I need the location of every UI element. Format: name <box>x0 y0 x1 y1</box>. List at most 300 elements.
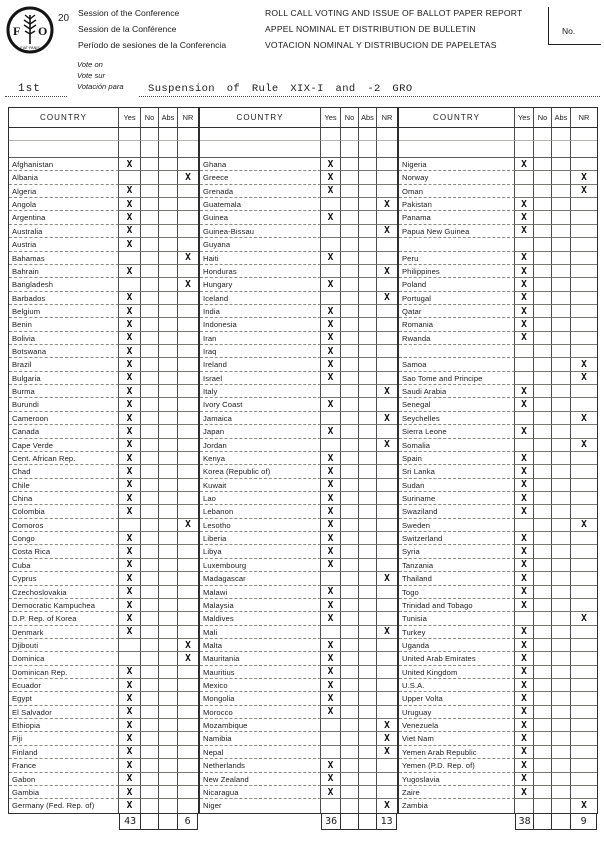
country-label: Suriname <box>399 492 515 505</box>
vote-cell-nr <box>571 599 597 612</box>
spacer-row <box>9 141 198 158</box>
country-label: Italy <box>200 385 321 398</box>
table-row <box>200 666 397 679</box>
vote-cell-nr <box>377 773 397 786</box>
country-label: Indonesia <box>200 318 321 331</box>
vote-cell-no <box>341 385 359 398</box>
vote-cell-no <box>534 452 552 465</box>
table-row <box>9 492 198 505</box>
vote-cell-no <box>341 425 359 438</box>
table-row <box>399 732 597 745</box>
vote-on-labels <box>77 59 124 92</box>
vote-mark-yes: X <box>515 559 534 572</box>
report-title-fr: APPEL NOMINAL ET DISTRIBUTION DE BULLETIN <box>265 24 476 34</box>
vote-cell-no <box>341 759 359 772</box>
vote-mark-yes: X <box>321 652 341 665</box>
vote-mark-yes: X <box>321 586 341 599</box>
vote-ordinal-field <box>5 74 67 97</box>
table-row <box>399 318 597 331</box>
vote-mark-yes: X <box>321 773 341 786</box>
vote-cell-no <box>141 719 159 732</box>
country-label: Nepal <box>200 746 321 759</box>
spacer-row <box>200 141 397 158</box>
table-row <box>399 599 597 612</box>
country-label: Korea (Republic of) <box>200 465 321 478</box>
vote-mark-nr: X <box>571 185 597 198</box>
vote-cell-no <box>534 198 552 211</box>
vote-cell-abs <box>552 479 571 492</box>
country-label: El Salvador <box>9 706 119 719</box>
country-label: Pakistan <box>399 198 515 211</box>
table-row <box>9 171 198 184</box>
vote-cell-nr <box>571 759 597 772</box>
table-row <box>399 385 597 398</box>
vote-cell-abs <box>159 639 178 652</box>
vote-cell-no <box>141 372 159 385</box>
vote-cell-nr <box>377 519 397 532</box>
vote-mark-yes: X <box>321 519 341 532</box>
vote-cell-no <box>534 332 552 345</box>
vote-cell-yes <box>515 238 534 251</box>
vote-cell-abs <box>359 679 377 692</box>
table-row <box>9 759 198 772</box>
vote-cell-nr <box>178 746 198 759</box>
vote-mark-yes: X <box>321 666 341 679</box>
table-row <box>200 278 397 291</box>
vote-cell-abs <box>552 385 571 398</box>
total-nr: 6 <box>178 814 198 830</box>
country-label: Algeria <box>9 185 119 198</box>
vote-cell-no <box>534 305 552 318</box>
vote-cell-nr <box>377 692 397 705</box>
vote-cell-no <box>141 545 159 558</box>
vote-cell-no <box>341 492 359 505</box>
table-row <box>9 706 198 719</box>
table-row <box>399 786 597 799</box>
table-row <box>200 599 397 612</box>
vote-cell-no <box>341 599 359 612</box>
vote-cell-no <box>141 732 159 745</box>
country-label: Ivory Coast <box>200 398 321 411</box>
country-label: Cyprus <box>9 572 119 585</box>
vote-cell-abs <box>552 773 571 786</box>
spacer-vote-cell <box>141 128 159 141</box>
vote-cell-nr <box>377 532 397 545</box>
vote-cell-abs <box>359 452 377 465</box>
vote-mark-nr: X <box>377 572 397 585</box>
vote-cell-nr <box>377 252 397 265</box>
vote-cell-no <box>141 265 159 278</box>
vote-cell-yes <box>515 412 534 425</box>
vote-cell-abs <box>552 345 571 358</box>
country-label: Papua New Guinea <box>399 225 515 238</box>
table-row <box>399 465 597 478</box>
vote-mark-yes: X <box>515 425 534 438</box>
spacer-vote-cell <box>321 141 341 158</box>
vote-cell-no <box>141 679 159 692</box>
vote-mark-nr: X <box>377 439 397 452</box>
vote-cell-no <box>141 759 159 772</box>
vote-mark-yes: X <box>119 679 141 692</box>
table-row <box>200 358 397 371</box>
vote-mark-yes: X <box>119 746 141 759</box>
vote-cell-abs <box>552 626 571 639</box>
vote-mark-yes: X <box>321 278 341 291</box>
vote-cell-nr <box>178 492 198 505</box>
vote-cell-no <box>534 238 552 251</box>
vote-cell-nr <box>377 211 397 224</box>
vote-cell-no <box>341 799 359 812</box>
table-row <box>200 372 397 385</box>
vote-mark-yes: X <box>119 372 141 385</box>
country-label: Maldives <box>200 612 321 625</box>
country-label: Poland <box>399 278 515 291</box>
vote-mark-yes: X <box>321 559 341 572</box>
vote-cell-abs <box>159 278 178 291</box>
table-row <box>200 639 397 652</box>
country-label: Togo <box>399 586 515 599</box>
table-row <box>9 626 198 639</box>
vote-cell-nr <box>178 626 198 639</box>
vote-cell-no <box>341 652 359 665</box>
vote-cell-abs <box>552 238 571 251</box>
vote-cell-nr <box>571 225 597 238</box>
vote-column-header-yes: Yes <box>119 108 141 128</box>
vote-cell-no <box>141 158 159 171</box>
spacer-country-cell <box>9 141 119 158</box>
total-yes: 38 <box>515 814 534 830</box>
vote-cell-nr <box>571 332 597 345</box>
vote-cell-no <box>534 278 552 291</box>
vote-column-header-no: No <box>534 108 552 128</box>
vote-cell-yes <box>321 265 341 278</box>
spacer-vote-cell <box>119 141 141 158</box>
country-label: Mexico <box>200 679 321 692</box>
vote-mark-yes: X <box>515 398 534 411</box>
vote-cell-no <box>341 786 359 799</box>
vote-cell-nr <box>571 732 597 745</box>
vote-cell-nr <box>377 599 397 612</box>
vote-mark-yes: X <box>321 786 341 799</box>
country-label: United Arab Emirates <box>399 652 515 665</box>
spacer-vote-cell <box>141 141 159 158</box>
table-row <box>9 358 198 371</box>
vote-cell-nr <box>377 666 397 679</box>
vote-cell-no <box>141 358 159 371</box>
vote-mark-nr: X <box>178 278 198 291</box>
vote-mark-yes: X <box>515 211 534 224</box>
vote-mark-yes: X <box>515 545 534 558</box>
country-label: Nicaragua <box>200 786 321 799</box>
vote-cell-no <box>141 559 159 572</box>
vote-cell-no <box>341 612 359 625</box>
table-row <box>399 545 597 558</box>
table-row <box>200 398 397 411</box>
vote-mark-yes: X <box>321 358 341 371</box>
vote-cell-no <box>341 225 359 238</box>
vote-mark-yes: X <box>321 545 341 558</box>
table-row <box>200 799 397 812</box>
vote-cell-abs <box>552 666 571 679</box>
vote-mark-yes: X <box>119 545 141 558</box>
country-label: Honduras <box>200 265 321 278</box>
vote-cell-nr <box>178 759 198 772</box>
vote-cell-nr <box>377 679 397 692</box>
vote-cell-nr <box>571 252 597 265</box>
spacer-vote-cell <box>341 128 359 141</box>
vote-cell-abs <box>159 652 178 665</box>
vote-cell-abs <box>159 439 178 452</box>
vote-cell-nr <box>377 505 397 518</box>
vote-cell-abs <box>359 586 377 599</box>
country-column-header: COUNTRY <box>200 108 321 128</box>
vote-ordinal: 1st <box>18 83 41 95</box>
table-row <box>9 773 198 786</box>
table-row <box>9 385 198 398</box>
country-label: Cent. African Rep. <box>9 452 119 465</box>
vote-cell-abs <box>159 559 178 572</box>
table-header-row <box>9 108 198 128</box>
vote-cell-abs <box>359 773 377 786</box>
table-row <box>399 185 597 198</box>
vote-cell-nr <box>377 639 397 652</box>
vote-mark-nr: X <box>377 412 397 425</box>
vote-cell-abs <box>552 746 571 759</box>
vote-cell-abs <box>359 305 377 318</box>
vote-cell-yes <box>515 171 534 184</box>
table-row <box>200 773 397 786</box>
table-row <box>399 425 597 438</box>
vote-mark-yes: X <box>321 492 341 505</box>
spacer-row <box>9 128 198 141</box>
vote-cell-yes <box>321 746 341 759</box>
vote-cell-no <box>534 706 552 719</box>
vote-cell-abs <box>552 225 571 238</box>
table-row <box>399 372 597 385</box>
table-row <box>399 345 597 358</box>
vote-mark-nr: X <box>377 626 397 639</box>
spacer-vote-cell <box>552 141 571 158</box>
vote-mark-yes: X <box>515 278 534 291</box>
table-row <box>9 786 198 799</box>
vote-cell-yes <box>515 799 534 812</box>
vote-cell-abs <box>552 398 571 411</box>
table-row <box>399 679 597 692</box>
report-title-block <box>265 5 523 53</box>
country-label: Congo <box>9 532 119 545</box>
spacer-vote-cell <box>159 141 178 158</box>
vote-cell-nr <box>571 318 597 331</box>
vote-mark-yes: X <box>515 773 534 786</box>
vote-cell-abs <box>552 719 571 732</box>
vote-cell-abs <box>359 345 377 358</box>
vote-cell-nr <box>178 505 198 518</box>
table-row <box>399 559 597 572</box>
vote-cell-abs <box>159 345 178 358</box>
vote-cell-no <box>341 332 359 345</box>
table-row <box>9 559 198 572</box>
country-label: Norway <box>399 171 515 184</box>
table-row <box>9 692 198 705</box>
vote-mark-yes: X <box>119 198 141 211</box>
vote-mark-yes: X <box>119 799 141 812</box>
country-label: Fiji <box>9 732 119 745</box>
country-label: Ireland <box>200 358 321 371</box>
country-label: Iraq <box>200 345 321 358</box>
vote-cell-no <box>341 452 359 465</box>
vote-cell-nr <box>377 398 397 411</box>
table-row <box>399 572 597 585</box>
vote-cell-nr <box>377 652 397 665</box>
vote-cell-yes <box>321 238 341 251</box>
table-row <box>9 211 198 224</box>
vote-cell-no <box>341 358 359 371</box>
totals-spacer <box>8 814 119 830</box>
country-label: Lesotho <box>200 519 321 532</box>
table-row <box>399 746 597 759</box>
table-row <box>9 719 198 732</box>
country-label: Bolivia <box>9 332 119 345</box>
table-row <box>399 706 597 719</box>
country-label: Uganda <box>399 639 515 652</box>
country-label: Uruguay <box>399 706 515 719</box>
vote-column-header-nr: NR <box>377 108 397 128</box>
total-nr: 13 <box>377 814 397 830</box>
vote-cell-abs <box>552 439 571 452</box>
table-row <box>200 479 397 492</box>
session-line-en: Session of the Conference <box>78 8 180 18</box>
vote-cell-abs <box>359 746 377 759</box>
vote-cell-no <box>534 666 552 679</box>
table-row <box>200 211 397 224</box>
vote-cell-no <box>141 465 159 478</box>
vote-cell-nr <box>377 318 397 331</box>
country-label: Sweden <box>399 519 515 532</box>
country-label: Yemen Arab Republic <box>399 746 515 759</box>
vote-mark-nr: X <box>571 171 597 184</box>
table-row <box>399 799 597 812</box>
vote-cell-yes <box>321 198 341 211</box>
vote-cell-no <box>534 786 552 799</box>
vote-cell-abs <box>159 198 178 211</box>
vote-cell-nr <box>571 572 597 585</box>
vote-cell-nr <box>178 732 198 745</box>
vote-cell-abs <box>159 679 178 692</box>
vote-mark-yes: X <box>515 586 534 599</box>
vote-cell-no <box>534 732 552 745</box>
vote-cell-no <box>341 706 359 719</box>
spacer-country-cell <box>399 128 515 141</box>
vote-mark-nr: X <box>178 639 198 652</box>
table-row <box>9 519 198 532</box>
vote-cell-abs <box>159 799 178 812</box>
vote-mark-nr: X <box>178 171 198 184</box>
country-label: Philippines <box>399 265 515 278</box>
vote-mark-yes: X <box>515 666 534 679</box>
table-row <box>399 412 597 425</box>
vote-mark-yes: X <box>515 198 534 211</box>
table-row <box>9 639 198 652</box>
vote-cell-abs <box>359 372 377 385</box>
country-label: Bahamas <box>9 252 119 265</box>
vote-mark-yes: X <box>119 185 141 198</box>
vote-cell-abs <box>552 372 571 385</box>
vote-mark-yes: X <box>515 452 534 465</box>
vote-mark-yes: X <box>119 612 141 625</box>
vote-cell-abs <box>359 492 377 505</box>
vote-cell-no <box>341 479 359 492</box>
vote-cell-abs <box>159 412 178 425</box>
vote-cell-no <box>534 398 552 411</box>
table-row <box>399 452 597 465</box>
vote-cell-nr <box>377 706 397 719</box>
table-row <box>200 198 397 211</box>
vote-mark-yes: X <box>119 425 141 438</box>
table-row <box>200 692 397 705</box>
country-label: Bangladesh <box>9 278 119 291</box>
vote-cell-abs <box>359 412 377 425</box>
country-label <box>399 345 515 358</box>
vote-cell-no <box>141 318 159 331</box>
vote-mark-yes: X <box>119 759 141 772</box>
vote-mark-yes: X <box>515 385 534 398</box>
vote-cell-nr <box>571 292 597 305</box>
vote-cell-nr <box>178 292 198 305</box>
svg-text:F: F <box>13 24 21 38</box>
table-row <box>9 612 198 625</box>
country-label: Iceland <box>200 292 321 305</box>
vote-cell-abs <box>359 799 377 812</box>
vote-cell-no <box>341 679 359 692</box>
total-abs <box>359 814 377 830</box>
vote-cell-no <box>341 265 359 278</box>
country-label: Egypt <box>9 692 119 705</box>
vote-cell-abs <box>159 786 178 799</box>
vote-cell-no <box>341 185 359 198</box>
vote-cell-abs <box>359 158 377 171</box>
country-column-header: COUNTRY <box>399 108 515 128</box>
vote-mark-nr: X <box>581 800 587 812</box>
country-label: Yemen (P.D. Rep. of) <box>399 759 515 772</box>
vote-cell-no <box>534 692 552 705</box>
country-label: Saudi Arabia <box>399 385 515 398</box>
table-row <box>399 278 597 291</box>
vote-cell-no <box>341 345 359 358</box>
vote-cell-yes <box>119 652 141 665</box>
vote-mark-yes: X <box>119 439 141 452</box>
vote-cell-no <box>141 225 159 238</box>
country-label: Zaire <box>399 786 515 799</box>
vote-cell-no <box>534 586 552 599</box>
country-label: Swaziland <box>399 505 515 518</box>
table-row <box>9 572 198 585</box>
vote-cell-no <box>534 479 552 492</box>
table-row <box>399 532 597 545</box>
table-row <box>399 358 597 371</box>
vote-mark-yes: X <box>321 171 341 184</box>
country-label: Dominica <box>9 652 119 665</box>
vote-cell-no <box>341 465 359 478</box>
vote-cell-abs <box>359 612 377 625</box>
spacer-vote-cell <box>341 141 359 158</box>
vote-mark-yes: X <box>515 292 534 305</box>
vote-cell-no <box>341 572 359 585</box>
vote-cell-abs <box>359 786 377 799</box>
country-label: Upper Volta <box>399 692 515 705</box>
vote-cell-no <box>141 492 159 505</box>
vote-cell-abs <box>359 439 377 452</box>
vote-cell-no <box>141 452 159 465</box>
